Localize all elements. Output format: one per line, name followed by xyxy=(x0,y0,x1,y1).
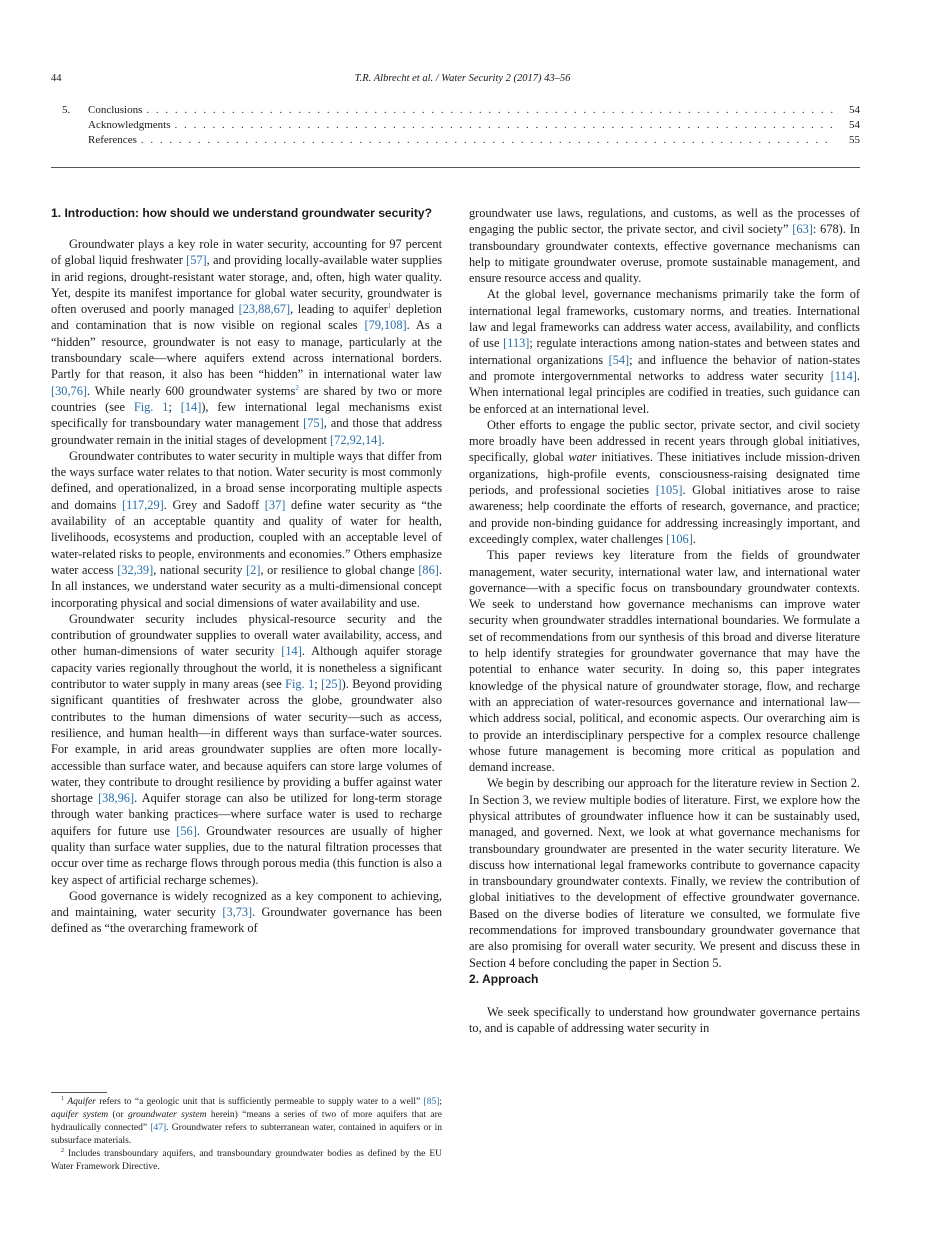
right-column xyxy=(469,205,860,1037)
footnote-2: $^2$ Includes transboundary aquifers, and transboundary groundwater bodies as defined by the EU Water Framework Directive. xyxy=(51,1147,442,1172)
citation-link[interactable]: [79,108] xyxy=(364,318,407,333)
citation-link[interactable]: [23,88,67] xyxy=(238,302,291,317)
toc-entry[interactable] xyxy=(62,133,860,148)
citation-link[interactable]: [63] xyxy=(792,222,813,237)
citation-link[interactable]: [38,96] xyxy=(98,791,135,806)
paragraph: Other efforts to engage the public sector, private sector, and civil society more broadly have been addressed in recent years through global initiatives, specifically, global water initiatives. These initiatives include mission-driven organizations, high-profile events, consciousness-raising designated time periods, and professional societies [105]. Global initiatives arose to raise awareness; help coordinate the efforts of research, governance, and practice; and provide non-binding guidance for addressing increasingly important, and exceedingly complex, water challenges [106]. xyxy=(469,417,860,546)
table-of-contents xyxy=(62,103,860,148)
citation-link[interactable]: [47] xyxy=(150,1123,167,1133)
citation-link[interactable]: [105] xyxy=(655,483,683,498)
paragraph: Groundwater contributes to water security in multiple ways that differ from the ways surface water relates to that notion. Water security is most commonly defined, and operationalized, in a broad sense incorporating multiple aspects and domains [117,29]. Grey and Sadoff [37] define water security as “the availability of an acceptable quantity and quality of water for health, livelihoods, ecosystems and production, coupled with an acceptable level of water-related risks to people, environments and economies.” Others emphasize water access [32,39], national security [2], or resilience to global change [86]. In all instances, we understand water security as a multi-dimensional concept incorporating physical and social dimensions of water availability and use. xyxy=(51,448,442,610)
footnote-divider xyxy=(51,1092,107,1093)
emphasis: Aquifer xyxy=(67,1097,96,1107)
page-number: 44 xyxy=(51,73,62,84)
paragraph: groundwater use laws, regulations, and customs, as well as the processes of engaging the public sector, the private sector, and civil society” [63]: 678). In transboundary groundwater contexts, effective governance mechanisms can help to mitigate groundwater overuse, promote sustainable management, and ensure resource access and quality. xyxy=(469,206,860,286)
figure-link[interactable]: Fig. 1 xyxy=(285,677,315,692)
paragraph: We seek specifically to understand how groundwater governance pertains to, and is capable of addressing water security in xyxy=(469,1004,860,1036)
citation-link[interactable]: [14] xyxy=(180,399,202,414)
running-header: T.R. Albrecht et al. / Water Security 2 (2017) 43–56 xyxy=(354,73,571,84)
paragraph: At the global level, governance mechanisms primarily take the form of international legal frameworks, customary norms, and treaties. International law and legal frameworks can address water access, availability, and conflicts of use [113]; regulate interactions among nation-states and between states and international organizations [54]; and influence the behavior of nation-states and promote intergovernmental networks to address water security [114]. When international legal principles are codified in treaties, such guidance can be enforced at an international level. xyxy=(469,287,860,416)
toc-page: 54 xyxy=(849,119,860,131)
citation-link[interactable]: [56] xyxy=(176,823,197,838)
paragraph: This paper reviews key literature from the fields of groundwater management, water security, international water law, and international water governance—with a specific focus on transboundary groundwater contexts. We seek to understand how governance mechanisms can improve water security when groundwater straddles international boundaries. We formulate a set of recommendations from our synthesis of this broad and diverse literature to help identify strategies for groundwater governance that may have the potential to enhance water security. In doing so, this paper integrates knowledge of the physical nature of groundwater storage, flow, and recharge with an appreciation of water-resources governance and international law—which address social, political, and economic aspects. Our overarching aim is to provide an interdisciplinary perspective for a complex resource challenge whose future management is becoming more critical as population and demand increase. xyxy=(469,548,860,775)
paragraph: Good governance is widely recognized as a key component to achieving, and maintaining, water security [3,73]. Groundwater governance has been defined as “the overarching framework of xyxy=(51,888,442,936)
paragraph: Groundwater security includes physical-resource security and the contribution of groundwater supplies to overall water availability, access, and other human-dimensions of water security [14]. Although aquifer storage capacity varies regionally throughout the world, it is nonetheless a significant contributor to water supply in many areas (see Fig. 1; [25]). Beyond providing significant quantities of freshwater across the globe, groundwater also contributes to the human dimensions of water security—such as access, resilience, and human health—in different ways than surface-water sources. For example, in arid areas groundwater supplies are often more locally-accessible than surface water, and because aquifers can store large volumes of water, they contribute to drought resilience by providing a buffer against water shortage [38,96]. Aquifer storage can also be utilized for long-term storage through water banking practices—where surface water is used to recharge aquifers for future use [56]. Groundwater resources are usually of higher quality than surface water supplies, due to the natural filtration processes that occur over time as recharge flows through porous media (this function is also a key aspect of artificial recharge schemes). xyxy=(51,611,443,887)
citation-link[interactable]: [54] xyxy=(608,352,630,367)
toc-entry[interactable] xyxy=(62,103,860,118)
citation-link[interactable]: [32,39] xyxy=(117,562,154,577)
citation-link[interactable]: [2] xyxy=(246,562,261,577)
citation-link[interactable]: [25] xyxy=(321,677,342,692)
citation-link[interactable]: [75] xyxy=(303,416,324,431)
toc-leader xyxy=(141,133,834,148)
toc-number: 5. xyxy=(62,104,71,116)
toc-entry[interactable] xyxy=(62,118,860,133)
citation-link[interactable]: [114] xyxy=(830,368,857,383)
section-1-title: 1. Introduction: how should we understand groundwater security? xyxy=(51,206,432,220)
toc-label: Acknowledgments xyxy=(88,119,171,131)
emphasis: aquifer system xyxy=(51,1110,109,1120)
emphasis: water xyxy=(568,450,597,465)
footnote-1: $^1$ Aquifer refers to “a geologic unit that is sufficiently permeable to supply water to a well” [85]; aquifer system (or groundwater system herein) “means a series of two of more aquifers that are hydraulically connected” [47]. Groundwater refers to subterranean water, contained in aquifers or in subsurface materials. xyxy=(51,1095,443,1146)
figure-link[interactable]: Fig. 1 xyxy=(133,399,169,414)
citation-link[interactable]: [37] xyxy=(264,497,286,512)
toc-page: 55 xyxy=(849,134,860,146)
emphasis: groundwater system xyxy=(128,1110,207,1120)
section-2-title: 2. Approach xyxy=(469,971,539,986)
citation-link[interactable]: [72,92,14] xyxy=(330,432,382,447)
toc-leader xyxy=(146,103,834,118)
citation-link[interactable]: [3,73] xyxy=(222,905,253,920)
citation-link[interactable]: [106] xyxy=(666,531,693,546)
citation-link[interactable]: [85] xyxy=(423,1097,440,1107)
footnote-marker[interactable]: 2 xyxy=(295,383,299,392)
left-column xyxy=(51,205,442,937)
citation-link[interactable]: [14] xyxy=(281,644,302,659)
citation-link[interactable]: [117,29] xyxy=(122,497,164,512)
footnote-number: 1 xyxy=(61,1095,64,1102)
citation-link[interactable]: [57] xyxy=(186,253,207,268)
header-divider xyxy=(51,167,860,168)
toc-page: 54 xyxy=(849,104,860,116)
toc-label: Conclusions xyxy=(88,104,143,116)
paragraph: Groundwater plays a key role in water security, accounting for 97 percent of global liquid freshwater [57], and providing locally-available water supplies in arid regions, drought-resistant water storage, and, often, high water quality. Yet, despite its manifest importance for global water security, groundwater is often overused and poorly managed [23,88,67], leading to aquifer$^1$ depletion and contamination that is now visible on regional scales [79,108]. As a “hidden” resource, groundwater is not easy to manage, particularly at the transboundary scale—where aquifers extend across international borders. Partly for that reason, it also has been “hidden” in international water law [30,76]. While nearly 600 groundwater systems$^2$ are shared by two or more countries (see Fig. 1; [14]), few international legal mechanisms exist specifically for transboundary water management [75], and those that address groundwater remain in the initial stages of development [72,92,14]. xyxy=(51,237,443,447)
citation-link[interactable]: [113] xyxy=(503,336,530,351)
paragraph: We begin by describing our approach for the literature review in Section 2. In Section 3, we review multiple bodies of literature. First, we explore how the physical attributes of groundwater influence how it can be sustainably used, managed, and governed. Next, we look at what governance mechanisms for transboundary groundwater are presented in the water security literature. We discuss how international legal frameworks contribute to governance capacity in transboundary groundwater contexts. Finally, we review the contribution of global initiatives to the development of effective groundwater governance. Based on the diverse bodies of literature we consulted, we formulate five recommendations for improved transboundary groundwater governance that are also promising for overall water security. We present and discuss these in Section 4 before concluding the paper in Section 5. xyxy=(469,776,860,970)
citation-link[interactable]: [30,76] xyxy=(51,383,87,398)
citation-link[interactable]: [86] xyxy=(418,562,439,577)
footnotes xyxy=(51,1092,442,1174)
footnote-number: 2 xyxy=(61,1147,64,1154)
toc-label: References xyxy=(88,134,137,146)
footnote-marker[interactable]: 1 xyxy=(387,302,392,311)
toc-leader xyxy=(174,118,834,133)
